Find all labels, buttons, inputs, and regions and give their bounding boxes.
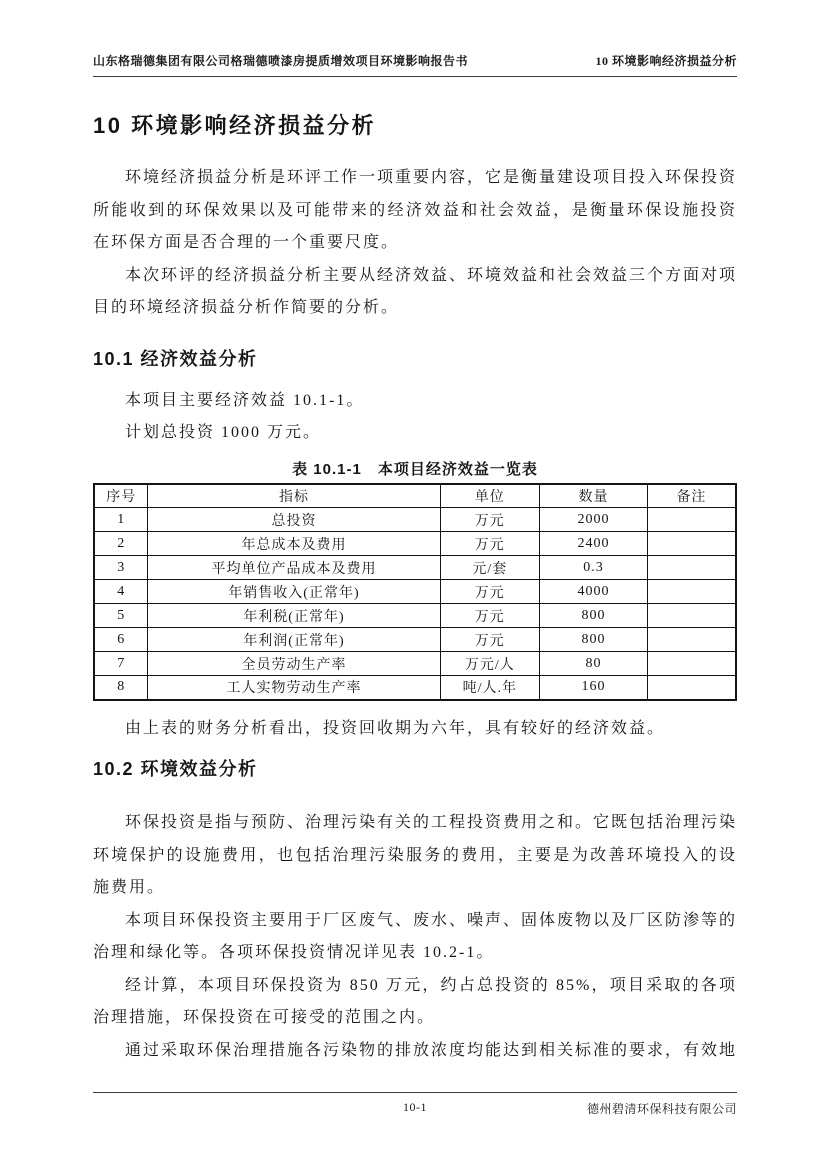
cell-index: 5	[94, 604, 148, 628]
cell-quantity: 4000	[540, 580, 648, 604]
table-row	[94, 628, 736, 652]
cell-remark	[647, 652, 736, 676]
cell-unit: 万元/人	[440, 652, 540, 676]
chapter-title: 10 环境影响经济损益分析	[93, 113, 377, 138]
paragraph-10-1-benefit: 本项目主要经济效益 10.1-1。	[125, 391, 365, 409]
paragraph-intro-2: 本次环评的经济损益分析主要从经济效益、环境效益和社会效益三个方面对项目的环境经济损益分析作简要的分析。	[93, 266, 738, 316]
cell-remark	[647, 532, 736, 556]
cell-quantity: 0.3	[540, 556, 648, 580]
table-row	[94, 532, 736, 556]
cell-remark	[647, 556, 736, 580]
paragraph-10-1-conclusion: 由上表的财务分析看出，投资回收期为六年，具有较好的经济效益。	[125, 719, 666, 737]
cell-unit: 元/套	[440, 556, 540, 580]
cell-indicator: 年总成本及费用	[148, 532, 440, 556]
cell-index: 1	[94, 508, 148, 532]
cell-unit: 万元	[440, 508, 540, 532]
column-header-remark: 备注	[647, 484, 736, 508]
cell-indicator: 年销售收入(正常年)	[148, 580, 440, 604]
page-body	[0, 162, 827, 1067]
cell-unit: 万元	[440, 580, 540, 604]
cell-index: 8	[94, 676, 148, 700]
cell-indicator: 年利润(正常年)	[148, 628, 440, 652]
table-row	[94, 508, 736, 532]
paragraph-10-1-investment: 计划总投资 1000 万元。	[125, 424, 322, 441]
paragraph-10-2-usage: 本项目环保投资主要用于厂区废气、废水、噪声、固体废物以及厂区防渗等的治理和绿化等。各项环保投资情况详见表 10.2-1。	[93, 911, 738, 961]
cell-indicator: 工人实物劳动生产率	[148, 676, 440, 700]
cell-index: 4	[94, 580, 148, 604]
cell-quantity: 80	[540, 652, 648, 676]
cell-indicator: 总投资	[148, 508, 440, 532]
footer-company-name: 德州碧清环保科技有限公司	[586, 1102, 737, 1116]
paragraph-10-2-calculation: 经计算，本项目环保投资为 850 万元，约占总投资的 85%，项目采取的各项治理措施，环保投资在可接受的范围之内。	[93, 976, 737, 1026]
cell-remark	[647, 508, 736, 532]
economic-benefit-table	[93, 483, 737, 701]
cell-quantity: 2000	[540, 508, 648, 532]
cell-index: 2	[94, 532, 148, 556]
cell-index: 7	[94, 652, 148, 676]
cell-unit: 万元	[440, 604, 540, 628]
section-heading-10-2: 10.2 环境效益分析	[93, 759, 258, 779]
cell-quantity: 160	[540, 676, 648, 700]
header-chapter-label: 10 环境影响经济损益分析	[595, 54, 737, 68]
cell-remark	[647, 580, 736, 604]
table-header-row	[94, 484, 736, 508]
cell-remark	[647, 628, 736, 652]
running-header	[93, 52, 737, 77]
cell-quantity: 800	[540, 628, 648, 652]
table-caption: 表 10.1-1 本项目经济效益一览表	[292, 460, 538, 478]
paragraph-intro-1: 环境经济损益分析是环评工作一项重要内容，它是衡量建设项目投入环保投资所能收到的环保效果以及可能带来的经济效益和社会效益，是衡量环保设施投资在环保方面是否合理的一个重要尺度。	[93, 169, 738, 251]
cell-unit: 万元	[440, 628, 540, 652]
table-row	[94, 556, 736, 580]
table-row	[94, 652, 736, 676]
paragraph-10-2-standards: 通过采取环保治理措施各污染物的排放浓度均能达到相关标准的要求，有效地	[125, 1041, 738, 1059]
cell-indicator: 平均单位产品成本及费用	[148, 556, 440, 580]
page-footer	[93, 1092, 737, 1122]
cell-indicator: 年利税(正常年)	[148, 604, 440, 628]
cell-unit: 吨/人.年	[440, 676, 540, 700]
table-row	[94, 580, 736, 604]
column-header-quantity: 数量	[540, 484, 648, 508]
cell-unit: 万元	[440, 532, 540, 556]
cell-remark	[647, 604, 736, 628]
column-header-index: 序号	[94, 484, 148, 508]
header-report-title: 山东格瑞德集团有限公司格瑞德喷漆房提质增效项目环境影响报告书	[93, 54, 469, 68]
cell-indicator: 全员劳动生产率	[148, 652, 440, 676]
intro-paragraphs	[93, 162, 737, 325]
section-heading-10-1: 10.1 经济效益分析	[93, 348, 258, 369]
cell-quantity: 2400	[540, 532, 648, 556]
cell-index: 6	[94, 628, 148, 652]
column-header-indicator: 指标	[148, 484, 440, 508]
cell-remark	[647, 676, 736, 700]
table-row	[94, 676, 736, 700]
page-number: 10-1	[403, 1100, 427, 1114]
cell-quantity: 800	[540, 604, 648, 628]
paragraph-10-2-definition: 环保投资是指与预防、治理污染有关的工程投资费用之和。它既包括治理污染环境保护的设施费用，也包括治理污染服务的费用，主要是为改善环境投入的设施费用。	[93, 814, 738, 896]
table-row	[94, 604, 736, 628]
cell-index: 3	[94, 556, 148, 580]
column-header-unit: 单位	[440, 484, 540, 508]
